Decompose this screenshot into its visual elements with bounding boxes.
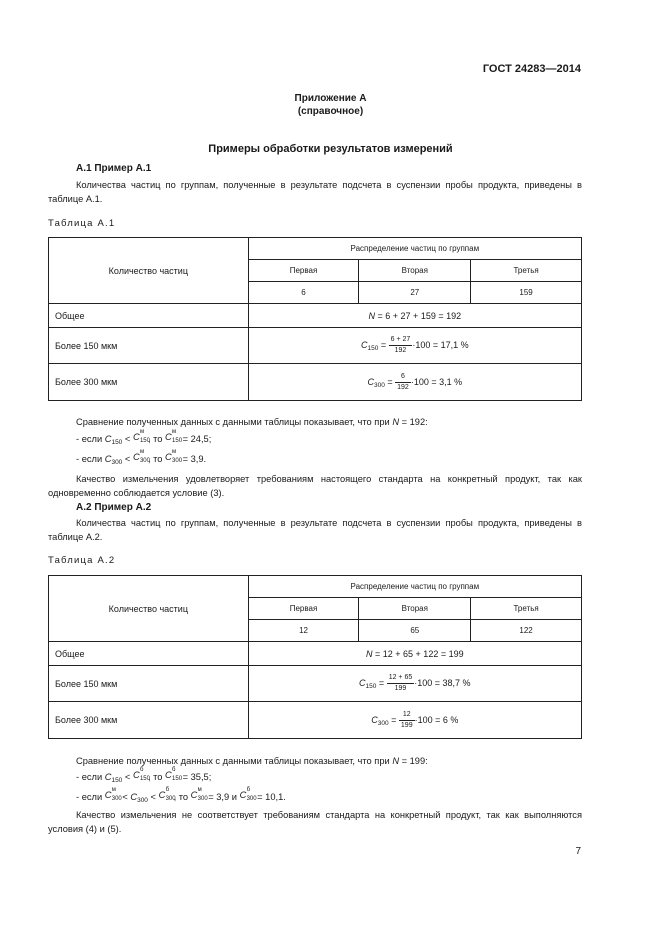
table-a1-total-label: Общее — [49, 304, 249, 328]
a2-condition-1: - если $C_{150}$ < C б 150 , то C б 150 = 35,5; — [76, 767, 212, 784]
table-a1-count-3: 159 — [471, 282, 582, 304]
table-a2-total-formula: N = 12 + 65 + 122 = 199 — [248, 642, 581, 666]
table-a2-row300-label: Более 300 мкм — [49, 702, 249, 739]
table-a1-col-label: Количество частиц — [49, 238, 249, 304]
table-a1-caption: Таблица А.1 — [48, 218, 116, 229]
table-a2-group-1: Первая — [248, 598, 359, 620]
section-a1-intro: Количества частиц по группам, полученные в результате подсчета в суспензии пробы продукта, приведены в таблице А.1. — [48, 180, 582, 204]
a1-condition-1: - если $C_{150}$ < C м 150 , то C м 150 = 24,5; — [76, 429, 212, 446]
table-a2-group-2: Вторая — [359, 598, 471, 620]
annex-heading — [0, 92, 661, 118]
table-a2-row300-formula: $C_{300}$ = $\frac{12}{199}$ ·100 = 6 % — [248, 702, 581, 739]
section-a2-heading: А.2 Пример А.2 — [76, 502, 152, 513]
table-a2-col-label: Количество частиц — [49, 576, 249, 642]
table-a1-row150-formula: $C_{150}$ = $\frac{6 + 27}{192}$ ·100 = 17,1 % — [248, 328, 581, 364]
table-a2-caption: Таблица А.2 — [48, 555, 116, 566]
table-a2-group-3: Третья — [471, 598, 582, 620]
table-a1-group-3: Третья — [471, 260, 582, 282]
section-a1-heading: А.1 Пример А.1 — [76, 163, 152, 174]
a1-conclusion: Качество измельчения удовлетворяет требованиям настоящего стандарта на конкретный продукт, так как одновременно соблюдается условие (3). — [48, 474, 582, 498]
a2-comparison: Сравнение полученных данных с данными таблицы показывает, что при N = 199: — [76, 756, 428, 766]
table-a2 — [48, 575, 582, 739]
table-a2-dist-header: Распределение частиц по группам — [248, 576, 581, 598]
table-a2-row150-formula: $C_{150}$ = $\frac{12 + 65}{199}$ ·100 = 38,7 % — [248, 666, 581, 702]
a2-condition-2: - если C м 300 < $C_{300}$ < C б 300 , то C м 300 = 3,9 и C б 300 = 10,1. — [76, 787, 286, 804]
section-a2-intro: Количества частиц по группам, полученные в результате подсчета в суспензии пробы продукта, приведены в таблице А.2. — [48, 518, 582, 542]
table-a2-count-3: 122 — [471, 620, 582, 642]
page-title: Примеры обработки результатов измерений — [208, 143, 453, 155]
table-a1-count-2: 27 — [359, 282, 471, 304]
table-a2-row150-label: Более 150 мкм — [49, 666, 249, 702]
table-a1-group-1: Первая — [248, 260, 359, 282]
table-a1-dist-header: Распределение частиц по группам — [248, 238, 581, 260]
a2-conclusion: Качество измельчения не соответствует требованиям стандарта на конкретный продукт, так как выполняются условия (4) и (5). — [48, 810, 582, 834]
table-a1-row150-label: Более 150 мкм — [49, 328, 249, 364]
table-a1-row300-label: Более 300 мкм — [49, 364, 249, 401]
table-a1-group-2: Вторая — [359, 260, 471, 282]
annex-title: Приложение А — [294, 93, 367, 104]
standard-header: ГОСТ 24283—2014 — [482, 63, 581, 75]
table-a2-count-1: 12 — [248, 620, 359, 642]
table-a1 — [48, 237, 582, 401]
table-a1-row300-formula: $C_{300}$ = $\frac{6}{192}$ ·100 = 3,1 % — [248, 364, 581, 401]
a1-condition-2: - если $C_{300}$ < C м 300 , то C м 300 = 3,9. — [76, 449, 207, 466]
table-a2-count-2: 65 — [359, 620, 471, 642]
page-number: 7 — [575, 846, 581, 857]
annex-status: (справочное) — [297, 106, 364, 117]
table-a1-count-1: 6 — [248, 282, 359, 304]
table-a1-total-formula: N = 6 + 27 + 159 = 192 — [248, 304, 581, 328]
table-a2-total-label: Общее — [49, 642, 249, 666]
a1-comparison: Сравнение полученных данных с данными таблицы показывает, что при N = 192: — [76, 417, 428, 427]
